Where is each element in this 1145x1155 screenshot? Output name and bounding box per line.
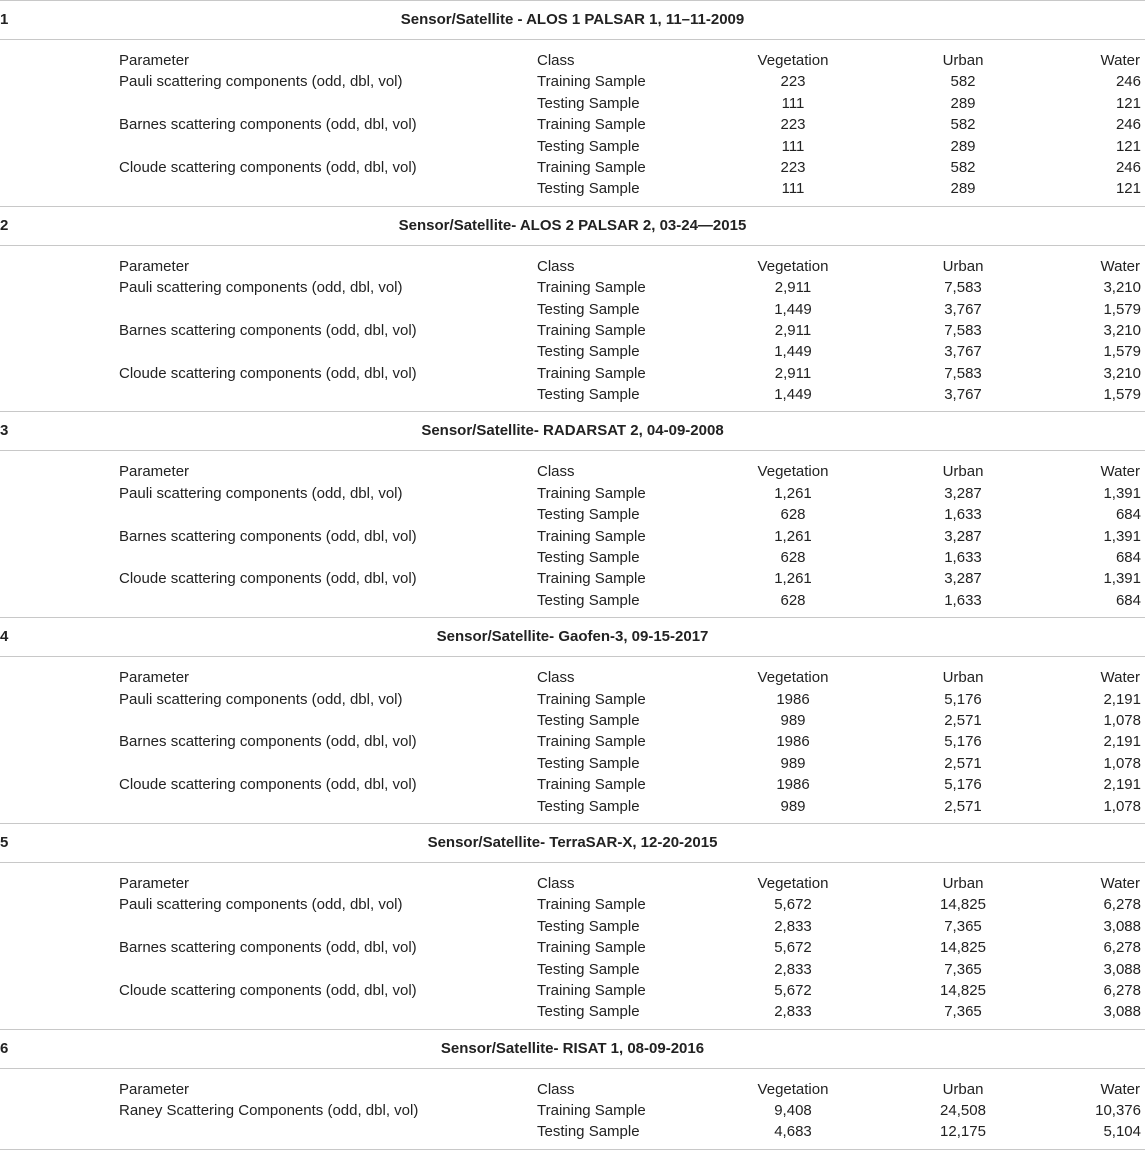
column-header-vegetation: Vegetation bbox=[757, 463, 829, 481]
table-row bbox=[0, 959, 1145, 980]
section-title: Sensor/Satellite- RADARSAT 2, 04-09-2008 bbox=[421, 422, 724, 440]
urban-cell: 14,825 bbox=[940, 896, 986, 914]
class-cell: Training Sample bbox=[537, 484, 646, 502]
class-cell: Training Sample bbox=[537, 158, 646, 176]
vegetation-cell: 1,261 bbox=[774, 570, 812, 588]
water-cell: 3,210 bbox=[1103, 321, 1141, 339]
column-header-row bbox=[0, 256, 1145, 277]
class-cell: Training Sample bbox=[537, 527, 646, 545]
parameter-cell: Barnes scattering components (odd, dbl, vol) bbox=[119, 733, 417, 751]
water-cell: 1,579 bbox=[1103, 343, 1141, 361]
column-header-parameter: Parameter bbox=[119, 669, 190, 687]
urban-cell: 5,176 bbox=[944, 690, 982, 708]
table-row bbox=[0, 731, 1145, 752]
section-title: Sensor/Satellite - ALOS 1 PALSAR 1, 11–11-2009 bbox=[400, 11, 745, 28]
section-header bbox=[0, 1, 1145, 40]
section-number: 6 bbox=[0, 1039, 9, 1057]
parameter-cell: Pauli scattering components (odd, dbl, vol) bbox=[119, 73, 403, 91]
class-cell: Testing Sample bbox=[537, 300, 640, 318]
table-row bbox=[0, 980, 1145, 1001]
vegetation-cell: 1,449 bbox=[774, 300, 812, 318]
table-row bbox=[0, 710, 1145, 731]
urban-cell: 2,571 bbox=[944, 711, 982, 729]
urban-cell: 7,365 bbox=[944, 960, 982, 978]
class-cell: Testing Sample bbox=[537, 960, 640, 978]
column-header-water: Water bbox=[1100, 874, 1140, 892]
urban-cell: 582 bbox=[950, 73, 976, 91]
table-row bbox=[0, 796, 1145, 817]
column-header-row bbox=[0, 461, 1145, 482]
vegetation-cell: 223 bbox=[780, 116, 806, 134]
urban-cell: 289 bbox=[950, 180, 976, 198]
section-header bbox=[0, 824, 1145, 863]
column-header-vegetation: Vegetation bbox=[757, 669, 829, 687]
urban-cell: 7,583 bbox=[944, 321, 982, 339]
urban-cell: 24,508 bbox=[940, 1102, 986, 1120]
column-header-vegetation: Vegetation bbox=[757, 52, 829, 69]
section-body bbox=[0, 1069, 1145, 1150]
parameter-cell: Barnes scattering components (odd, dbl, vol) bbox=[119, 939, 417, 957]
water-cell: 684 bbox=[1115, 591, 1141, 609]
water-cell: 121 bbox=[1115, 94, 1141, 112]
parameter-cell: Barnes scattering components (odd, dbl, vol) bbox=[119, 321, 417, 339]
vegetation-cell: 2,911 bbox=[774, 279, 812, 297]
urban-cell: 12,175 bbox=[940, 1123, 986, 1141]
water-cell: 1,078 bbox=[1103, 797, 1141, 815]
table-row bbox=[0, 568, 1145, 589]
column-header-class: Class bbox=[537, 874, 575, 892]
table-row bbox=[0, 277, 1145, 298]
table-row bbox=[0, 526, 1145, 547]
parameter-cell: Pauli scattering components (odd, dbl, vol) bbox=[119, 690, 403, 708]
water-cell: 246 bbox=[1115, 73, 1141, 91]
section-body bbox=[0, 863, 1145, 1030]
urban-cell: 3,767 bbox=[944, 343, 982, 361]
parameter-cell: Cloude scattering components (odd, dbl, vol) bbox=[119, 570, 417, 588]
water-cell: 121 bbox=[1115, 180, 1141, 198]
vegetation-cell: 1986 bbox=[776, 776, 810, 794]
urban-cell: 2,571 bbox=[944, 797, 982, 815]
water-cell: 2,191 bbox=[1103, 690, 1141, 708]
column-header-water: Water bbox=[1100, 52, 1140, 69]
sensor-section bbox=[0, 1030, 1145, 1150]
column-header-row bbox=[0, 1079, 1145, 1100]
vegetation-cell: 223 bbox=[780, 158, 806, 176]
vegetation-cell: 628 bbox=[780, 591, 806, 609]
column-header-class: Class bbox=[537, 52, 575, 69]
table-row bbox=[0, 93, 1145, 114]
water-cell: 5,104 bbox=[1103, 1123, 1141, 1141]
class-cell: Testing Sample bbox=[537, 711, 640, 729]
vegetation-cell: 989 bbox=[780, 711, 806, 729]
class-cell: Testing Sample bbox=[537, 180, 640, 198]
class-cell: Testing Sample bbox=[537, 506, 640, 524]
class-cell: Testing Sample bbox=[537, 94, 640, 112]
table-row bbox=[0, 1001, 1145, 1022]
water-cell: 3,088 bbox=[1103, 917, 1141, 935]
water-cell: 246 bbox=[1115, 158, 1141, 176]
class-cell: Training Sample bbox=[537, 321, 646, 339]
class-cell: Testing Sample bbox=[537, 137, 640, 155]
urban-cell: 289 bbox=[950, 137, 976, 155]
section-number: 4 bbox=[0, 628, 9, 646]
table-row bbox=[0, 1121, 1145, 1142]
water-cell: 6,278 bbox=[1103, 981, 1141, 999]
column-header-parameter: Parameter bbox=[119, 52, 190, 69]
vegetation-cell: 111 bbox=[781, 94, 805, 112]
column-header-parameter: Parameter bbox=[119, 257, 190, 275]
section-body bbox=[0, 246, 1145, 413]
class-cell: Testing Sample bbox=[537, 549, 640, 567]
column-header-class: Class bbox=[537, 257, 575, 275]
urban-cell: 5,176 bbox=[944, 776, 982, 794]
column-header-class: Class bbox=[537, 1080, 575, 1098]
parameter-cell: Cloude scattering components (odd, dbl, vol) bbox=[119, 364, 417, 382]
section-header bbox=[0, 412, 1145, 451]
column-header-water: Water bbox=[1100, 1080, 1140, 1098]
class-cell: Training Sample bbox=[537, 116, 646, 134]
table-row bbox=[0, 504, 1145, 525]
column-header-parameter: Parameter bbox=[119, 463, 190, 481]
parameter-cell: Pauli scattering components (odd, dbl, vol) bbox=[119, 484, 403, 502]
urban-cell: 14,825 bbox=[940, 981, 986, 999]
column-header-vegetation: Vegetation bbox=[757, 1080, 829, 1098]
vegetation-cell: 1986 bbox=[776, 733, 810, 751]
class-cell: Testing Sample bbox=[537, 386, 640, 404]
column-header-parameter: Parameter bbox=[119, 874, 190, 892]
sensor-section bbox=[0, 207, 1145, 413]
class-cell: Testing Sample bbox=[537, 591, 640, 609]
parameter-cell: Pauli scattering components (odd, dbl, vol) bbox=[119, 279, 403, 297]
vegetation-cell: 1,449 bbox=[774, 386, 812, 404]
water-cell: 2,191 bbox=[1103, 733, 1141, 751]
vegetation-cell: 2,833 bbox=[774, 1003, 812, 1021]
column-header-urban: Urban bbox=[942, 1080, 984, 1098]
section-number: 3 bbox=[0, 422, 9, 440]
section-body bbox=[0, 451, 1145, 618]
table-row bbox=[0, 320, 1145, 341]
column-header-water: Water bbox=[1100, 463, 1140, 481]
water-cell: 684 bbox=[1115, 549, 1141, 567]
water-cell: 1,391 bbox=[1103, 527, 1141, 545]
parameter-cell: Cloude scattering components (odd, dbl, vol) bbox=[119, 776, 417, 794]
class-cell: Training Sample bbox=[537, 690, 646, 708]
water-cell: 3,088 bbox=[1103, 960, 1141, 978]
table-row bbox=[0, 384, 1145, 405]
parameter-cell: Barnes scattering components (odd, dbl, vol) bbox=[119, 116, 417, 134]
vegetation-cell: 2,833 bbox=[774, 917, 812, 935]
parameter-cell: Barnes scattering components (odd, dbl, vol) bbox=[119, 527, 417, 545]
sensor-section bbox=[0, 824, 1145, 1030]
table-row bbox=[0, 547, 1145, 568]
class-cell: Training Sample bbox=[537, 896, 646, 914]
table-row bbox=[0, 299, 1145, 320]
water-cell: 1,579 bbox=[1103, 386, 1141, 404]
table-row bbox=[0, 753, 1145, 774]
water-cell: 1,391 bbox=[1103, 570, 1141, 588]
section-number: 1 bbox=[0, 11, 9, 28]
water-cell: 1,078 bbox=[1103, 711, 1141, 729]
column-header-urban: Urban bbox=[942, 874, 984, 892]
urban-cell: 2,571 bbox=[944, 754, 982, 772]
column-header-row bbox=[0, 50, 1145, 71]
section-header bbox=[0, 1030, 1145, 1069]
urban-cell: 3,287 bbox=[944, 484, 982, 502]
vegetation-cell: 1986 bbox=[776, 690, 810, 708]
urban-cell: 3,287 bbox=[944, 570, 982, 588]
water-cell: 1,078 bbox=[1103, 754, 1141, 772]
urban-cell: 7,365 bbox=[944, 917, 982, 935]
vegetation-cell: 5,672 bbox=[774, 939, 812, 957]
class-cell: Testing Sample bbox=[537, 343, 640, 361]
urban-cell: 3,767 bbox=[944, 300, 982, 318]
table-row bbox=[0, 114, 1145, 135]
column-header-vegetation: Vegetation bbox=[757, 257, 829, 275]
vegetation-cell: 111 bbox=[781, 180, 805, 198]
sensor-section bbox=[0, 1, 1145, 207]
class-cell: Training Sample bbox=[537, 73, 646, 91]
class-cell: Testing Sample bbox=[537, 754, 640, 772]
urban-cell: 3,767 bbox=[944, 386, 982, 404]
water-cell: 1,391 bbox=[1103, 484, 1141, 502]
vegetation-cell: 1,449 bbox=[774, 343, 812, 361]
section-header bbox=[0, 207, 1145, 246]
column-header-vegetation: Vegetation bbox=[757, 874, 829, 892]
urban-cell: 5,176 bbox=[944, 733, 982, 751]
vegetation-cell: 1,261 bbox=[774, 527, 812, 545]
water-cell: 246 bbox=[1115, 116, 1141, 134]
class-cell: Training Sample bbox=[537, 733, 646, 751]
class-cell: Testing Sample bbox=[537, 917, 640, 935]
class-cell: Testing Sample bbox=[537, 1123, 640, 1141]
vegetation-cell: 2,833 bbox=[774, 960, 812, 978]
vegetation-cell: 628 bbox=[780, 549, 806, 567]
urban-cell: 14,825 bbox=[940, 939, 986, 957]
column-header-urban: Urban bbox=[942, 257, 984, 275]
urban-cell: 1,633 bbox=[944, 549, 982, 567]
water-cell: 684 bbox=[1115, 506, 1141, 524]
section-title: Sensor/Satellite- TerraSAR-X, 12-20-2015 bbox=[427, 833, 718, 851]
urban-cell: 7,365 bbox=[944, 1003, 982, 1021]
water-cell: 6,278 bbox=[1103, 896, 1141, 914]
class-cell: Training Sample bbox=[537, 981, 646, 999]
sensor-section bbox=[0, 618, 1145, 824]
table-row bbox=[0, 157, 1145, 178]
vegetation-cell: 2,911 bbox=[774, 321, 812, 339]
class-cell: Testing Sample bbox=[537, 1003, 640, 1021]
urban-cell: 3,287 bbox=[944, 527, 982, 545]
class-cell: Training Sample bbox=[537, 279, 646, 297]
parameter-cell: Raney Scattering Components (odd, dbl, vol) bbox=[119, 1102, 419, 1120]
vegetation-cell: 2,911 bbox=[774, 364, 812, 382]
column-header-urban: Urban bbox=[942, 463, 984, 481]
class-cell: Training Sample bbox=[537, 939, 646, 957]
parameter-cell: Pauli scattering components (odd, dbl, vol) bbox=[119, 896, 403, 914]
water-cell: 1,579 bbox=[1103, 300, 1141, 318]
table-row bbox=[0, 894, 1145, 915]
water-cell: 10,376 bbox=[1095, 1102, 1141, 1120]
column-header-class: Class bbox=[537, 669, 575, 687]
urban-cell: 1,633 bbox=[944, 506, 982, 524]
table-row bbox=[0, 363, 1145, 384]
class-cell: Testing Sample bbox=[537, 797, 640, 815]
water-cell: 3,210 bbox=[1103, 364, 1141, 382]
table-row bbox=[0, 916, 1145, 937]
vegetation-cell: 111 bbox=[781, 137, 805, 155]
urban-cell: 582 bbox=[950, 116, 976, 134]
water-cell: 3,088 bbox=[1103, 1003, 1141, 1021]
parameter-cell: Cloude scattering components (odd, dbl, vol) bbox=[119, 981, 417, 999]
class-cell: Training Sample bbox=[537, 776, 646, 794]
urban-cell: 1,633 bbox=[944, 591, 982, 609]
water-cell: 6,278 bbox=[1103, 939, 1141, 957]
table-row bbox=[0, 689, 1145, 710]
column-header-water: Water bbox=[1100, 257, 1140, 275]
class-cell: Training Sample bbox=[537, 1102, 646, 1120]
section-title: Sensor/Satellite- Gaofen-3, 09-15-2017 bbox=[436, 628, 709, 646]
vegetation-cell: 5,672 bbox=[774, 896, 812, 914]
column-header-row bbox=[0, 873, 1145, 894]
section-number: 2 bbox=[0, 216, 9, 234]
section-title: Sensor/Satellite- ALOS 2 PALSAR 2, 03-24—2015 bbox=[398, 216, 747, 234]
urban-cell: 289 bbox=[950, 94, 976, 112]
water-cell: 3,210 bbox=[1103, 279, 1141, 297]
table-row bbox=[0, 937, 1145, 958]
vegetation-cell: 1,261 bbox=[774, 484, 812, 502]
class-cell: Training Sample bbox=[537, 364, 646, 382]
section-body bbox=[0, 40, 1145, 207]
section-number: 5 bbox=[0, 833, 9, 851]
table-row bbox=[0, 341, 1145, 362]
column-header-parameter: Parameter bbox=[119, 1080, 190, 1098]
table-row bbox=[0, 774, 1145, 795]
column-header-urban: Urban bbox=[942, 52, 984, 69]
section-title: Sensor/Satellite- RISAT 1, 08-09-2016 bbox=[440, 1039, 705, 1057]
column-header-class: Class bbox=[537, 463, 575, 481]
vegetation-cell: 223 bbox=[780, 73, 806, 91]
urban-cell: 582 bbox=[950, 158, 976, 176]
vegetation-cell: 4,683 bbox=[774, 1123, 812, 1141]
vegetation-cell: 628 bbox=[780, 506, 806, 524]
sensor-section bbox=[0, 412, 1145, 618]
table-row bbox=[0, 178, 1145, 199]
table-row bbox=[0, 1100, 1145, 1121]
vegetation-cell: 989 bbox=[780, 797, 806, 815]
urban-cell: 7,583 bbox=[944, 279, 982, 297]
section-header bbox=[0, 618, 1145, 657]
water-cell: 2,191 bbox=[1103, 776, 1141, 794]
table-row bbox=[0, 483, 1145, 504]
table-row bbox=[0, 71, 1145, 92]
class-cell: Training Sample bbox=[537, 570, 646, 588]
vegetation-cell: 9,408 bbox=[774, 1102, 812, 1120]
water-cell: 121 bbox=[1115, 137, 1141, 155]
column-header-water: Water bbox=[1100, 669, 1140, 687]
table-row bbox=[0, 136, 1145, 157]
vegetation-cell: 989 bbox=[780, 754, 806, 772]
vegetation-cell: 5,672 bbox=[774, 981, 812, 999]
column-header-row bbox=[0, 667, 1145, 688]
column-header-urban: Urban bbox=[942, 669, 984, 687]
urban-cell: 7,583 bbox=[944, 364, 982, 382]
section-body bbox=[0, 657, 1145, 824]
table-row bbox=[0, 590, 1145, 611]
parameter-cell: Cloude scattering components (odd, dbl, vol) bbox=[119, 158, 417, 176]
